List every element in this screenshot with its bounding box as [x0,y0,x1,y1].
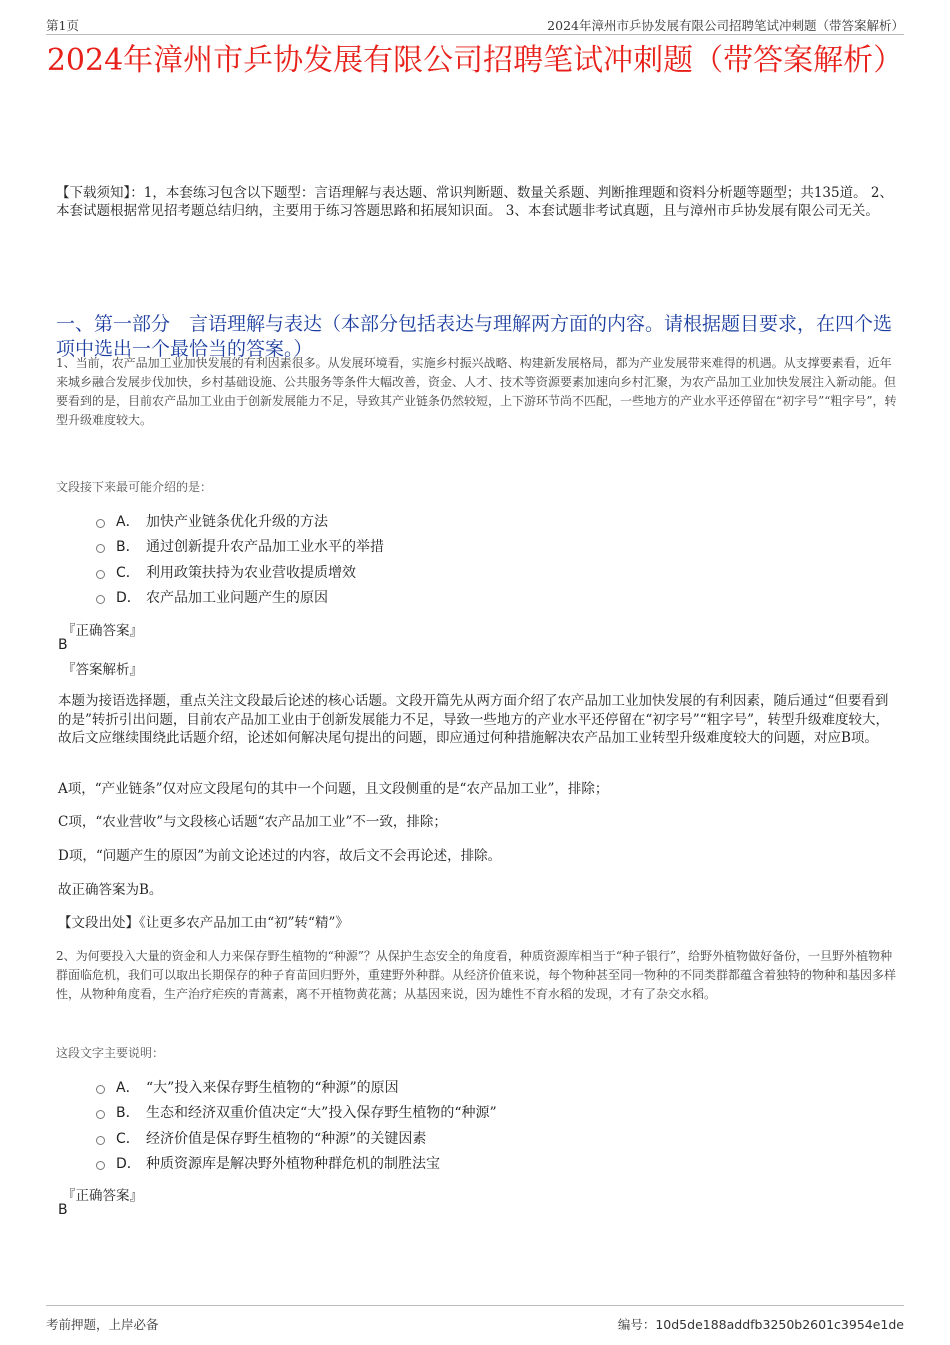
radio-icon[interactable] [96,1136,105,1145]
analysis-conclusion: 故正确答案为B。 [58,882,163,898]
page-footer [46,1305,904,1332]
question-2-text: 2、为何要投入大量的资金和人力来保存野生植物的“种源”？从保护生态安全的角度看，种质资源库相当于“种子银行”，给野外植物做好备份，一旦野外植物种群面临危机，我们可以取出长期保存的种子育苗回归野外，重建野外种群。从经济价值来说，每个物种甚至同一物种的不同类群都蕴含着独特的物种和基因多样性，从物种角度看，生产治疗疟疾的青蒿素，离不开植物黄花蒿；从基因来说，因为雄性不育水稻的发现，才有了杂交水稻。 [56,949,897,1001]
download-notice: 【下载须知】：1，本套练习包含以下题型：言语理解与表达题、常识判断题、数量关系题、判断推理题和资料分析题等题型；共135道。 2、本套试题根据常见招考题总结归纳，主要用于练习答题思路和拓展知识面。 3、本套试题非考试真题，且与漳州市乒协发展有限公司无关。 [56,185,893,219]
header-doc-title: 2024年漳州市乒协发展有限公司招聘笔试冲刺题（带答案解析） [547,18,904,33]
question-1-prompt: 文段接下来最可能介绍的是： [56,480,213,494]
answer-label: 『正确答案』 [62,1188,143,1204]
option-c[interactable]: C． 经济价值是保存野生植物的“种源”的关键因素 [96,1125,497,1151]
analysis-paragraph: 本题为接语选择题，重点关注文段最后论述的核心话题。文段开篇先从两方面介绍了农产品加工业加快发展的有利因素，随后通过“但要看到的是”转折引出问题，目前农产品加工业由于创新发展能力不足，导致一些地方的产业水平还停留在“初字号”“粗字号”，转型升级难度较大，故后文应继续围绕此话题介绍，论述如何解决尾句提出的问题，即应通过何种措施解决农产品加工业转型升级难度较大的问题，对应B项。 [58,693,890,746]
answer-label: 『正确答案』 [62,623,143,639]
radio-icon[interactable] [96,1161,105,1170]
section-title: 一、第一部分 言语理解与表达（本部分包括表达与理解两方面的内容。请根据题目要求，在四个选项中选出一个最恰当的答案。） [56,313,893,360]
radio-icon[interactable] [96,519,105,528]
radio-icon[interactable] [96,595,105,604]
answer-value: B [58,637,68,653]
footer-code-value: 10d5de188addfb3250b2601c3954e1de [655,1317,904,1332]
analysis-option-d: D项，“问题产生的原因”为前文论述过的内容，故后文不会再论述，排除。 [58,848,502,864]
page-number: 第1页 [46,18,79,33]
question-1-options [96,508,384,610]
question-2-options [96,1074,497,1176]
page-header [46,14,904,35]
radio-icon[interactable] [96,544,105,553]
option-d[interactable]: D． 农产品加工业问题产生的原因 [96,585,384,611]
option-a[interactable]: A． “大”投入来保存野生植物的“种源”的原因 [96,1074,497,1100]
option-c[interactable]: C． 利用政策扶持为农业营收提质增效 [96,559,384,585]
option-b[interactable]: B． 通过创新提升农产品加工业水平的举措 [96,534,384,560]
analysis-source: 【文段出处】《让更多农产品加工由“初”转“精”》 [58,915,349,931]
radio-icon[interactable] [96,1110,105,1119]
option-a[interactable]: A． 加快产业链条优化升级的方法 [96,508,384,534]
answer-value: B [58,1202,68,1218]
option-b[interactable]: B． 生态和经济双重价值决定“大”投入保存野生植物的“种源” [96,1100,497,1126]
option-d[interactable]: D． 种质资源库是解决野外植物种群危机的制胜法宝 [96,1151,497,1177]
analysis-label: 『答案解析』 [62,662,143,678]
footer-code [618,1315,904,1333]
question-1-text: 1、当前，农产品加工业加快发展的有利因素很多。从发展环境看，实施乡村振兴战略、构建新发展格局，都为产业发展带来难得的机遇。从支撑要素看，近年来城乡融合发展步伐加快，乡村基础设施、公共服务等条件大幅改善，资金、人才、技术等资源要素加速向乡村汇聚，为农产品加工业加快发展注入新动能。但要看到的是，目前农产品加工业由于创新发展能力不足，导致其产业链条仍然较短，上下游环节尚不匹配，一些地方的产业水平还停留在“初字号”“粗字号”，转型升级难度较大。 [56,356,897,427]
analysis-option-c: C项，“农业营收”与文段核心话题“农产品加工业”不一致，排除； [58,814,447,830]
question-2-prompt: 这段文字主要说明： [56,1046,165,1060]
analysis-option-a: A项，“产业链条”仅对应文段尾句的其中一个问题，且文段侧重的是“农产品加工业”，排除； [58,781,609,797]
radio-icon[interactable] [96,570,105,579]
radio-icon[interactable] [96,1085,105,1094]
footer-slogan: 考前押题，上岸必备 [46,1317,159,1332]
footer-code-label: 编号： [617,1317,656,1332]
document-title: 2024年漳州市乒协发展有限公司招聘笔试冲刺题（带答案解析） [46,43,904,78]
